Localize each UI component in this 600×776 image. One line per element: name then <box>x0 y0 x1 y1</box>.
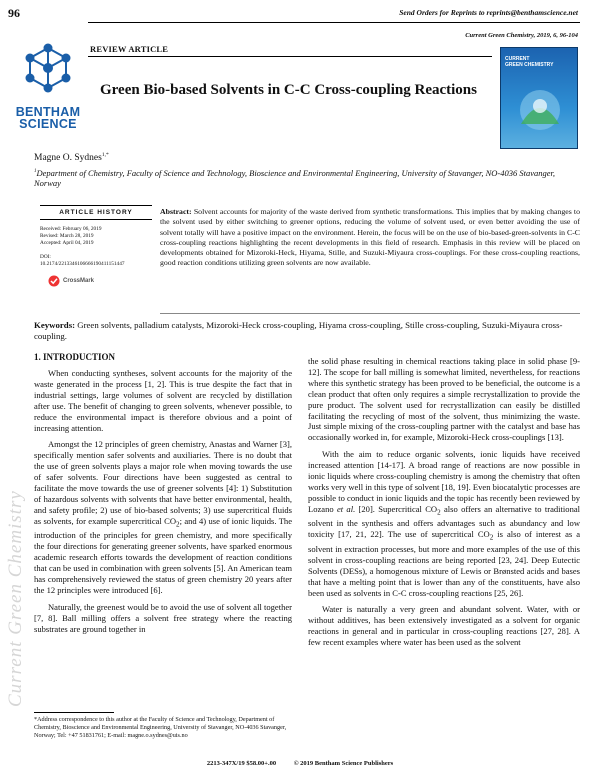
crossmark-label: CrossMark <box>63 278 95 284</box>
journal-watermark: Current Green Chemistry <box>5 490 26 707</box>
journal-citation: Current Green Chemistry, 2019, 6, 96-104 <box>465 32 578 39</box>
right-column <box>308 356 580 654</box>
journal-cover <box>500 47 578 149</box>
paragraph: the solid phase resulting in chemical reactions taking place in solid phase [9-12]. The scope for ball milling is somewhat limited, nevertheless, for reactions where this synthetic strategy has been proved to be beneficial, the outcome is a clean product that often only requires a simple recrystallization to provide the pure product. The solvent used for recrystallization can easily be distilled facilitating the recycling of most of the solvent, thus minimizing the waste. Just simple mixing of the cross-coupling partner with the catalyst and base has occasionally worked in, for example, Mizoroki-Heck cross-couplings [13]. <box>308 356 580 443</box>
paragraph <box>34 439 292 595</box>
cover-title-line1: CURRENT <box>505 56 530 62</box>
paragraph-text: [20]. Supercritical CO <box>355 503 438 514</box>
paragraph <box>308 449 580 598</box>
affiliation-mark: 1 <box>34 169 37 174</box>
cover-artwork-icon <box>511 84 569 136</box>
correspondence-footnote: *Address correspondence to this author at the Faculty of Science and Technology, Department of Chemistry, Bioscience and Environmental Engineering, University of Stavanger, NO-4036 Stavanger, Norway; Tel: +47 51831761; E-mail: magne.o.sydnes@uis.no <box>34 716 287 739</box>
issn: 2213-347X/19 $58.00+.00 <box>206 760 277 767</box>
paragraph-text: Amongst the 12 principles of green chemistry, Anastas and Warner [3], specifically mention safer solvents and auxiliaries. There is no doubt that the use of green solvents plays a major role when moving towards the use of safer solvents. Four directions have been suggested as central to facilitate the move towards the use of greener solvents [4]: 1) Substitution of hazardous solvents with solvents that have better environmental, health, and safety profile; 2) use of bio-based solvents; 3) use supercritical fluids as solvents, for example supercritical CO <box>34 439 292 526</box>
paragraph-text: is also of interest as a solvent in extraction processes, but more and more examples of the use of this solvent in cross-coupling reactions are being reported [23, 24]. Deep Eutectic Solvents (DESs), a homogenous mixture of Lewis or Brønsted acids and bases that have a melting point that is lower than any of the constituents, have also been used as solvents in C-C cross-coupling reactions [25, 26]. <box>308 529 580 598</box>
keywords-label: Keywords: <box>34 320 76 330</box>
abstract-rule <box>160 313 580 314</box>
keywords-text: Green solvents, palladium catalysts, Mizoroki-Heck cross-coupling, Hiyama cross-coupling, Stille cross-coupling, Suzuki-Miyaura cross-coupling. <box>34 320 563 341</box>
subscript: 2 <box>489 534 494 542</box>
doi-label: DOI: <box>40 254 51 260</box>
paragraph-text: also offers an alternative to traditional solvent in the synthesis and offers advantages such as abundancy and low toxicity [17, 21, 22]. The use of supercritical CO <box>308 503 581 540</box>
left-column <box>34 368 292 641</box>
paragraph-text: et al. <box>336 503 356 514</box>
affiliation <box>34 167 574 189</box>
abstract-label: Abstract: <box>160 207 192 216</box>
paragraph-text: With the aim to reduce organic solvents, ionic liquids have received increased attention [14-17]. A broad range of reactions are now possible in ionic liquids where cross-coupling chemistry is among the chemistry that often works very well in this type of solvent [18, 19]. Even biocatalytic processes are possible to conduct in ionic liquids and the topic has recently been reviewed by Lozano <box>308 449 580 514</box>
author-line <box>34 152 109 163</box>
keywords <box>34 320 580 342</box>
header-rule <box>88 22 580 23</box>
publisher-name-line1: BENTHAM <box>15 105 81 119</box>
doi-value[interactable]: 10.2174/2213346106666190411151447 <box>40 261 125 267</box>
article-type: REVIEW ARTICLE <box>90 44 169 54</box>
crossmark-badge[interactable] <box>48 275 152 287</box>
paragraph: When conducting syntheses, solvent accounts for the majority of the waste generated in the process [1, 2]. This is true despite the fact that in industrial settings, large volumes of solvent are recycled by distillation after use. The benefit of changing to green solvents, whenever possible, to reduce the environmental impact is therefore obvious and a point of increasing attention. <box>34 368 292 433</box>
author-name: Magne O. Sydnes <box>34 153 102 164</box>
section-heading: 1. INTRODUCTION <box>34 352 116 362</box>
subscript: 2 <box>437 508 441 517</box>
doi-block <box>40 254 152 268</box>
author-marks: 1,* <box>101 152 109 158</box>
publisher-name-line2: SCIENCE <box>19 117 77 131</box>
received-date: Received: February 06, 2019 <box>40 226 102 232</box>
reprint-notice: Send Orders for Reprints to reprints@benthamscience.net <box>399 8 578 17</box>
article-title: Green Bio-based Solvents in C-C Cross-coupling Reactions <box>100 82 477 98</box>
article-history <box>40 205 152 313</box>
abstract <box>160 207 580 269</box>
accepted-date: Accepted: April 04, 2019 <box>40 240 94 246</box>
paragraph-text: ; and 4) use of ionic liquids. The introduction of the principles for green chemistry, and more specifically the four directions for generating greener solvents, have sparked enormous academic research efforts towards the development of reaction conditions that can be used in combination with green solvents [5]. An American team has comprehensively reviewed the status of green chemistry 20 years after the 12 principles were introduced [6]. <box>34 515 292 595</box>
paragraph: Water is naturally a very green and abundant solvent. Water, with or without additives, has been extensively investigated as a solvent for organic reactions in general and in particular in cross-coupling reactions [27, 28]. A few recent examples where water has been used as the solvent <box>308 604 580 648</box>
revised-date: Revised: March 28, 2019 <box>40 233 94 239</box>
cover-title-line2: GREEN CHEMISTRY <box>505 62 554 68</box>
copyright: © 2019 Bentham Science Publishers <box>293 760 394 767</box>
page-footer <box>0 760 600 767</box>
page-number: 96 <box>8 6 20 20</box>
paragraph: Naturally, the greenest would be to avoid the use of solvent all together [7, 8]. Ball milling offers a solvent free strategy where the reacting substrates are ground together in <box>34 601 292 634</box>
subscript: 2 <box>176 520 180 529</box>
footnote-rule <box>34 712 114 713</box>
article-type-rule <box>88 56 492 57</box>
abstract-text: Solvent accounts for majority of the waste derived from synthetic transformations. This implies that by making changes to the solvent used by either switching to greener options, reducing the volume of solvent used, or even better avoiding the use of solvent totally will have a positive impact on the environment. Herein, the focus will be on the use of bio-based-green-solvents in C-C cross-coupling reactions highlighting the recent developments in this field of research. Emphasis in this review will be placed on developments obtained for Mizoroki-Heck, Hiyama, Stille, and Suzuki-Miyaura cross-couplings. For these cross-coupling reactions, good reaction conditions utilizing green solvents are now available. <box>160 207 581 268</box>
article-history-dates <box>40 226 152 247</box>
article-history-heading: ARTICLE HISTORY <box>40 205 152 220</box>
cover-title <box>505 56 575 68</box>
affiliation-text: Department of Chemistry, Faculty of Science and Technology, Bioscience and Environmental Engineering, University of Stavanger, NO-4036 Stavanger, Norway <box>34 167 555 189</box>
crossmark-icon <box>48 275 60 287</box>
